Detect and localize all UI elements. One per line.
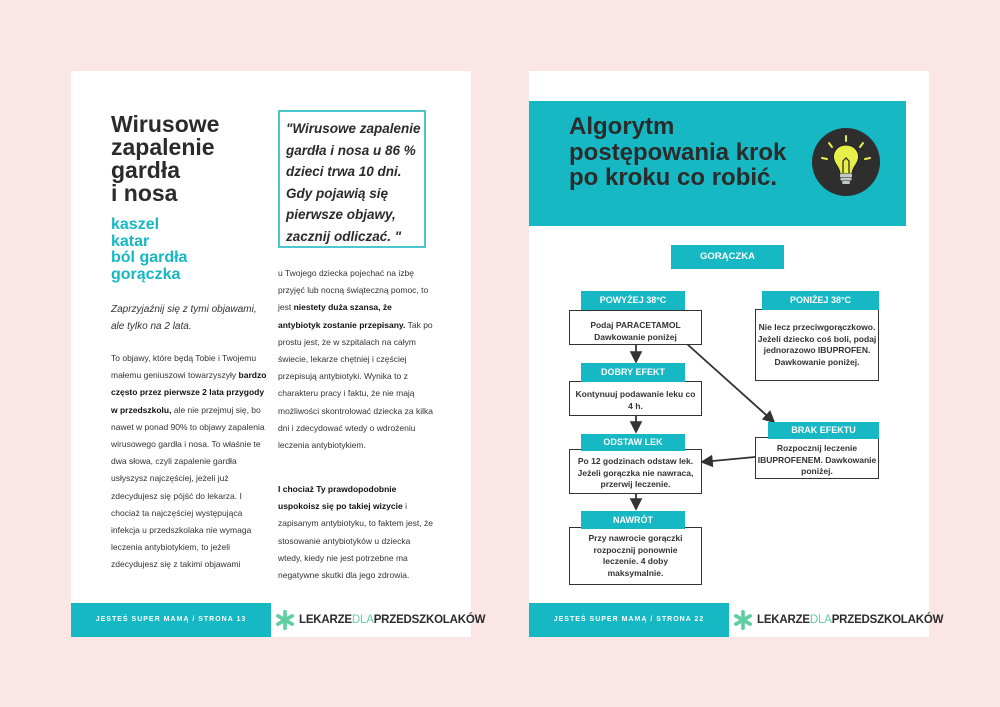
algorithm-title: Algorytm postępowania krok po kroku co robić. (569, 113, 787, 191)
symptom-item: katar (111, 232, 150, 250)
pull-quote: "Wirusowe zapalenie gardła i nosa u 86 % dzieci trwa 10 dni. Gdy pojawią się pierwsze objawy, zacznij odliczać. " (278, 110, 426, 248)
brand-logo (274, 607, 485, 633)
page-22 (529, 71, 944, 637)
above-38-box: Podaj PARACETAMOL Dawkowanie poniżej (569, 310, 702, 345)
page-footer: JESTEŚ SUPER MAMĄ / STRONA 13 (71, 603, 271, 637)
good-effect-box: Kontynuuj podawanie leku co 4 h. (569, 381, 702, 416)
intro-text: Zaprzyjaźnij się z tymi objawami, ale tylko na 2 lata. (111, 304, 257, 332)
symptom-list (111, 217, 187, 283)
symptom-item: gorączka (111, 265, 181, 283)
body-column-2: u Twojego dziecka pojechać na izbę przyjęć lub nocną świąteczną pomoc, to jest niestety duża szansa, że antybiotyk zostanie przepisany. Tak po prostu jest, że w szpitalach na całym świecie, lekarze chętniej i częściej przepisują antybiotyki. Wynika to z charakteru pracy i faktu, że nie mają możliwości skontrolować dziecka za kilka dni i zdecydować wtedy o wdrożeniu leczenia antybiotykiem. (278, 268, 433, 451)
good-effect-tag: DOBRY EFEKT (581, 363, 685, 382)
brand-name: LEKARZEDLAPRZEDSZKOLAKÓW (299, 614, 486, 626)
stop-drug-box: Po 12 godzinach odstaw lek. Jeżeli gorączka nie nawraca, przerwij leczenie. (569, 449, 702, 494)
above-38-tag: POWYŻEJ 38°C (581, 291, 685, 310)
symptom-item: ból gardła (111, 249, 188, 266)
article-title: Wirusowe zapalenie gardła i nosa (111, 111, 220, 206)
stop-drug-tag: ODSTAW LEK (581, 434, 685, 451)
symptom-item: kaszel (111, 216, 160, 233)
asterisk-logo-icon (732, 609, 754, 631)
page-13 (71, 71, 486, 637)
page-footer: JESTEŚ SUPER MAMĄ / STRONA 22 (529, 603, 729, 637)
no-effect-box: Rozpocznij leczenie IBUPROFENEM. Dawkowanie poniżej. (755, 437, 879, 479)
body-column-1: To objawy, które będą Tobie i Twojemu małemu geniuszowi towarzyszyły bardzo często przez pierwsze 2 lata przygody w przedszkolu, ale nie przejmuj się, bo nawet w ponad 90% to objawy zapalenia wirusowego gardła i nosa. To właśnie te dwa słowa, czyli zapalenie gardła usłyszysz najczęściej, jeżeli już zdecydujesz się pójść do lekarza. I chociaż ta najczęściej występująca infekcja u przedszkolaka nie wymaga leczenia antybiotykiem, to jeżeli zdecydujesz się z takimi objawami (111, 353, 267, 570)
below-38-tag: PONIŻEJ 38°C (762, 291, 879, 310)
brand-logo (732, 607, 943, 633)
below-38-box: Nie lecz przeciwgorączkowo. Jeżeli dziecko coś boli, podaj jednorazowo IBUPROFEN. Dawkowanie poniżej. (755, 309, 879, 381)
relapse-tag: NAWRÓT (581, 511, 685, 529)
asterisk-logo-icon (274, 609, 296, 631)
brand-name: LEKARZEDLAPRZEDSZKOLAKÓW (757, 614, 944, 626)
no-effect-tag: BRAK EFEKTU (768, 422, 879, 439)
fever-header-tag: GORĄCZKA (671, 245, 784, 269)
relapse-box: Przy nawrocie gorączki rozpocznij ponownie leczenie. 4 doby maksymalnie. (569, 527, 702, 585)
body-column-2-continued: I chociaż Ty prawdopodobnie uspokoisz się po takiej wizycie i zapisanym antybiotyku, to faktem jest, że stosowanie antybiotyków u dziecka wtedy, kiedy nie jest potrzebne ma negatywne skutki dla jego zdrowia. (278, 484, 433, 581)
